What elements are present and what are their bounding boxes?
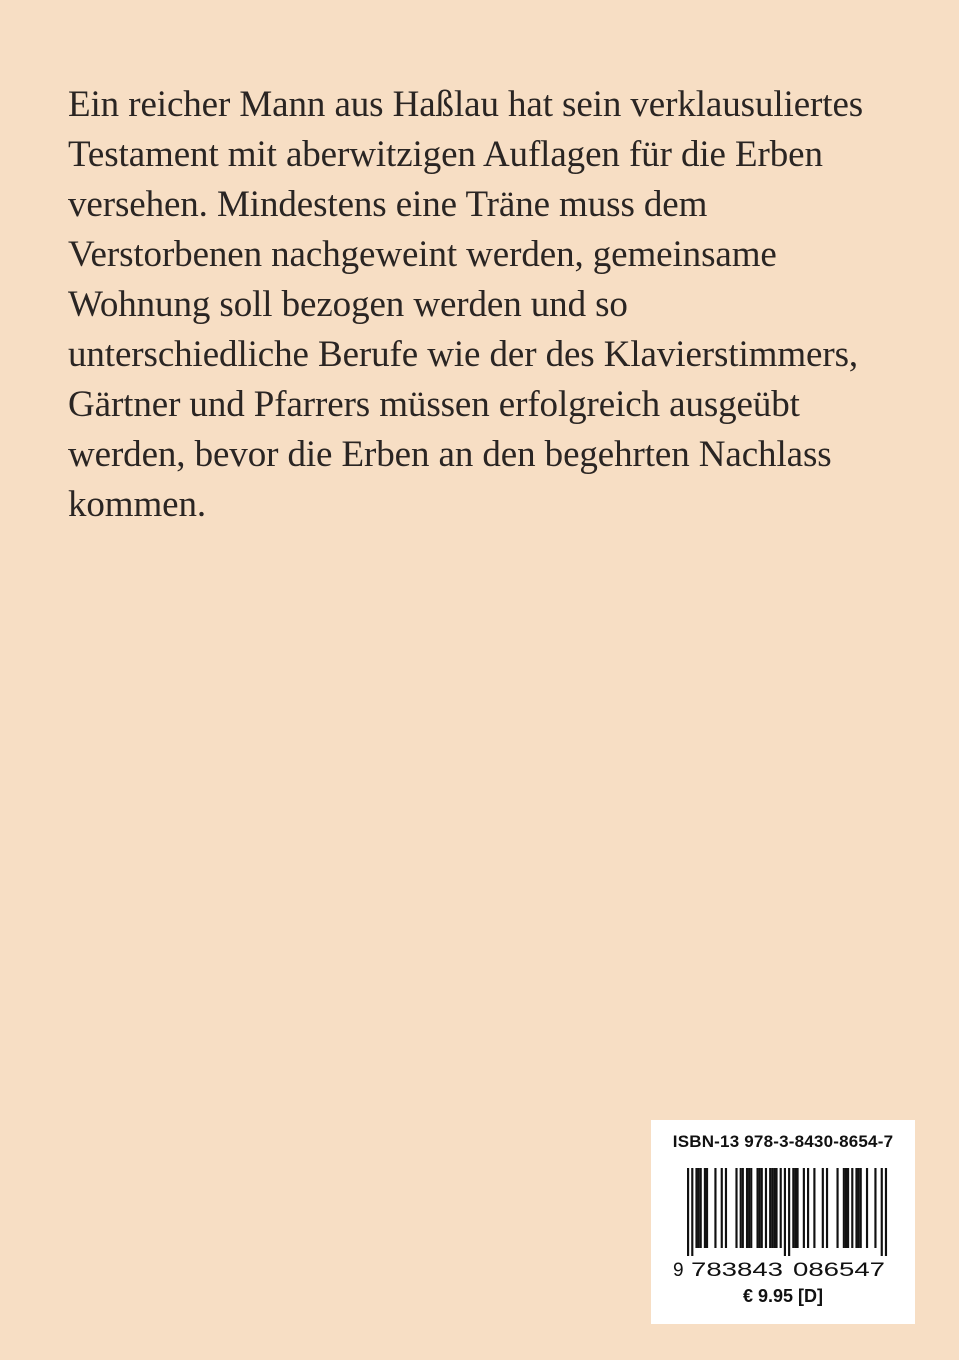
barcode-bar bbox=[843, 1168, 845, 1248]
barcode-bar bbox=[700, 1168, 702, 1248]
barcode-bar bbox=[822, 1168, 824, 1248]
barcode-bar bbox=[788, 1168, 790, 1256]
barcode-bar bbox=[796, 1168, 798, 1248]
barcode-bar bbox=[858, 1168, 860, 1248]
blurb-line: versehen. Mindestens eine Träne muss dem bbox=[68, 184, 708, 225]
barcode-bar bbox=[794, 1168, 796, 1248]
barcode-box bbox=[651, 1120, 915, 1324]
blurb-line: Ein reicher Mann aus Haßlau hat sein verklausuliertes bbox=[68, 84, 864, 125]
barcode-bar bbox=[851, 1168, 853, 1248]
barcode-bar bbox=[845, 1168, 847, 1248]
barcode-bar bbox=[765, 1168, 767, 1248]
barcode-bar bbox=[866, 1168, 868, 1248]
barcode-bar bbox=[813, 1168, 815, 1248]
price-label: € 9.95 [D] bbox=[742, 1286, 824, 1306]
blurb-text bbox=[68, 80, 888, 530]
barcode-bar bbox=[807, 1168, 809, 1248]
barcode-bar bbox=[706, 1168, 708, 1248]
barcode-bar bbox=[771, 1168, 773, 1248]
barcode-bar bbox=[759, 1168, 761, 1248]
barcode-bar bbox=[836, 1168, 838, 1248]
barcode-bar bbox=[780, 1168, 782, 1248]
barcode-bar bbox=[740, 1168, 742, 1248]
barcode-bar bbox=[735, 1168, 737, 1248]
barcode-bar bbox=[721, 1168, 723, 1248]
barcode-bar bbox=[687, 1168, 689, 1256]
blurb-line: Gärtner und Pfarrers müssen erfolgreich ausgeübt bbox=[68, 384, 800, 425]
barcode-bar bbox=[874, 1168, 876, 1248]
blurb-line: Verstorbenen nachgeweint werden, gemeinsame bbox=[68, 234, 777, 275]
barcode-bar bbox=[769, 1168, 771, 1248]
barcode-bar bbox=[792, 1168, 794, 1248]
barcode-bar bbox=[756, 1168, 758, 1248]
barcode-bar bbox=[826, 1168, 828, 1248]
barcode-bar bbox=[855, 1168, 857, 1248]
barcode-bar bbox=[695, 1168, 697, 1248]
barcode-digits bbox=[669, 1258, 897, 1280]
barcode-digits-right: 086547 bbox=[793, 1260, 885, 1280]
barcode-bar bbox=[742, 1168, 744, 1248]
barcode-bar bbox=[746, 1168, 748, 1248]
barcode-bar bbox=[885, 1168, 887, 1256]
barcode-digit-first: 9 bbox=[673, 1260, 684, 1280]
blurb-line: Testament mit aberwitzigen Auflagen für die Erben bbox=[68, 134, 823, 175]
blurb-line: unterschiedliche Berufe wie der des Klavierstimmers, bbox=[68, 334, 859, 375]
barcode-bar bbox=[775, 1168, 777, 1248]
barcode-bar bbox=[784, 1168, 786, 1256]
barcode-bar bbox=[748, 1168, 750, 1248]
barcode-bar bbox=[860, 1168, 862, 1248]
barcode-bar bbox=[698, 1168, 700, 1248]
blurb-line: kommen. bbox=[68, 484, 207, 525]
isbn-label: ISBN-13 978-3-8430-8654-7 bbox=[672, 1132, 894, 1151]
barcode-bar bbox=[881, 1168, 883, 1256]
blurb-line: werden, bevor die Erben an den begehrten Nachlass bbox=[68, 434, 832, 475]
barcode-bar bbox=[761, 1168, 763, 1248]
barcode-bar bbox=[714, 1168, 716, 1248]
barcode-bar bbox=[691, 1168, 693, 1256]
barcode-bar bbox=[704, 1168, 706, 1248]
barcode-bar bbox=[847, 1168, 849, 1248]
barcode-bar bbox=[803, 1168, 805, 1248]
blurb-line: Wohnung soll bezogen werden und so bbox=[68, 284, 628, 325]
barcode-bar bbox=[773, 1168, 775, 1248]
barcode-bar bbox=[750, 1168, 752, 1248]
barcode-bar bbox=[725, 1168, 727, 1248]
ean13-barcode bbox=[669, 1168, 897, 1256]
barcode-digits-left: 783843 bbox=[691, 1260, 783, 1280]
